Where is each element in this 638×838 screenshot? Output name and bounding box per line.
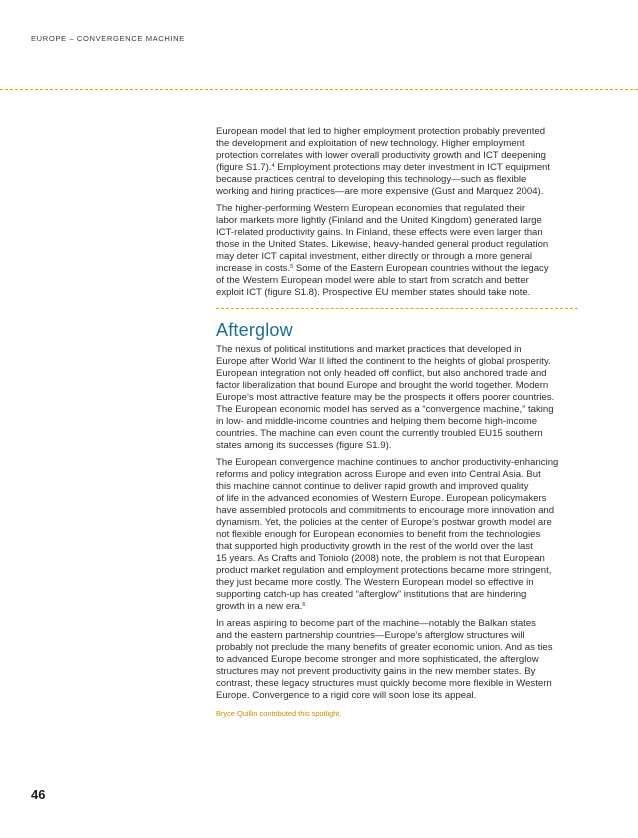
- text-line: 15 years. As Crafts and Toniolo (2008) note, the problem is not that European: [216, 553, 545, 564]
- paragraph-employment-protection: [216, 126, 578, 198]
- text-line: Europe. Convergence to a rigid core will soon lose its appeal.: [216, 690, 477, 701]
- paragraph-ict-gains: [216, 203, 578, 299]
- text-line: exploit ICT (figure S1.8). Prospective EU member states should take note.: [216, 287, 531, 298]
- text-line: The European economic model has served as a “convergence machine,” taking: [216, 404, 554, 415]
- text-segment: growth in a new era.: [216, 601, 303, 612]
- text-line: the development and exploitation of new technology. Higher employment: [216, 138, 525, 149]
- contributor-credit: Bryce Quillin contributed this spotlight.: [216, 709, 342, 718]
- text-segment: (figure S1.7).: [216, 162, 272, 173]
- text-line: and the eastern partnership countries—Europe’s afterglow structures will: [216, 630, 525, 641]
- text-line: countries. The machine can even count the currently troubled EU15 southern: [216, 428, 543, 439]
- text-line: Europe’s most attractive feature may be the prospects it offers poorer countries.: [216, 392, 555, 403]
- text-line: In areas aspiring to become part of the machine—notably the Balkan states: [216, 618, 536, 629]
- text-line: [216, 263, 578, 275]
- text-line: ICT-related productivity gains. In Finland, these effects were even larger than: [216, 227, 543, 238]
- text-line: labor markets more lightly (Finland and the United Kingdom) generated large: [216, 215, 542, 226]
- text-line: have assembled protocols and commitments to encourage more innovation and: [216, 505, 555, 516]
- text-line: contrast, these legacy structures must quickly become more flexible in Western: [216, 678, 552, 689]
- text-line: dynamism. Yet, the policies at the center of Europe’s postwar growth model are: [216, 517, 552, 528]
- text-line: states among its successes (figure S1.9).: [216, 440, 392, 451]
- text-line: may deter ICT capital investment, either directly or through a more general: [216, 251, 533, 262]
- footnote-marker: 6: [302, 602, 306, 608]
- text-line: supporting catch-up has created “afterglow” institutions that are hindering: [216, 589, 527, 600]
- header-rule: [0, 89, 638, 90]
- main-column: [216, 126, 578, 718]
- section-rule: [216, 308, 578, 309]
- text-line: reforms and policy integration across Europe and even into Central Asia. But: [216, 469, 541, 480]
- text-line: they just became more costly. The Western European model so effective in: [216, 577, 534, 588]
- text-line: structures may not prevent productivity gains in the new member states. By: [216, 666, 536, 677]
- section-title: Afterglow: [216, 320, 293, 340]
- text-line: to advanced Europe become stronger and more sophisticated, the afterglow: [216, 654, 539, 665]
- paragraph-aspiring-areas: [216, 618, 578, 702]
- paragraph-convergence-machine: [216, 457, 578, 613]
- text-line: product market regulation and employment protections became more stringent,: [216, 565, 552, 576]
- text-line: factor liberalization that bound Europe and brought the world together. Modern: [216, 380, 549, 391]
- text-segment: increase in costs.: [216, 263, 291, 274]
- text-line: this machine cannot continue to deliver rapid growth and improved quality: [216, 481, 529, 492]
- running-head: EUROPE – CONVERGENCE MACHINE: [31, 34, 185, 43]
- page-number: 46: [31, 787, 46, 802]
- text-line: not flexible enough for European economies to benefit from the technologies: [216, 529, 541, 540]
- text-line: that supported high productivity growth in the rest of the world over the last: [216, 541, 533, 552]
- text-line: of the Western European model were able to start from scratch and better: [216, 275, 529, 286]
- paragraph-afterglow-intro: [216, 344, 578, 452]
- text-segment: Employment protections may deter investment in ICT equipment: [277, 162, 551, 173]
- footnote-marker: 5: [290, 264, 294, 270]
- text-line: [216, 162, 578, 174]
- text-line: probably not preclude the many benefits of greater economic union. And as ties: [216, 642, 553, 653]
- text-line: European integration not only headed off conflict, but also anchored trade and: [216, 368, 547, 379]
- text-line: because practices central to developing this technology—such as flexible: [216, 174, 527, 185]
- text-line: in low- and middle-income countries and helping them become high-income: [216, 416, 538, 427]
- text-line: working and hiring practices—are more expensive (Gust and Marquez 2004).: [216, 186, 544, 197]
- text-line: The higher-performing Western European economies that regulated their: [216, 203, 526, 214]
- text-segment: Some of the Eastern European countries without the legacy: [295, 263, 549, 274]
- text-line: of life in the advanced economies of Western Europe. European policymakers: [216, 493, 547, 504]
- text-line: Europe after World War II lifted the continent to the heights of global prosperity.: [216, 356, 551, 367]
- text-line: protection correlates with lower overall productivity growth and ICT deepening: [216, 150, 546, 161]
- footnote-marker: 4: [271, 163, 275, 169]
- text-line: The European convergence machine continues to anchor productivity-enhancing: [216, 457, 559, 468]
- text-line: [216, 601, 578, 613]
- text-line: those in the United States. Likewise, heavy-handed general product regulation: [216, 239, 549, 250]
- text-line: European model that led to higher employment protection probably prevented: [216, 126, 546, 137]
- text-line: The nexus of political institutions and market practices that developed in: [216, 344, 522, 355]
